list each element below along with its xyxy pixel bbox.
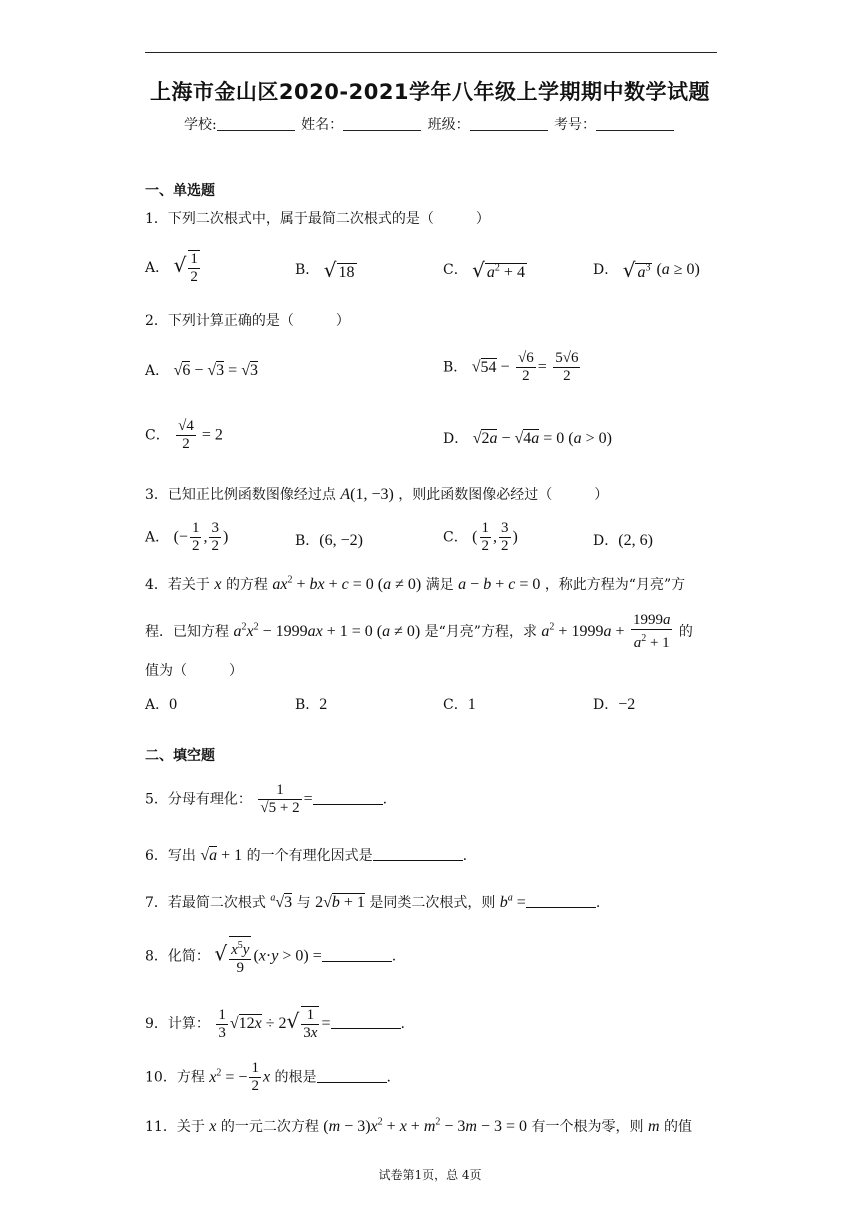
question-8: 8．化简： √ $\frac{x^5y}{9}$ (x·y > 0) = . <box>145 936 396 977</box>
header-rule <box>145 52 717 53</box>
q1-option-d[interactable]: D． √ $a^3$ (a ≥ 0) <box>593 258 700 282</box>
q4-option-b[interactable]: B．2 <box>295 696 328 713</box>
q6-answer-blank[interactable] <box>373 846 463 861</box>
q2-option-d[interactable]: D． √2a − √4a = 0 (a > 0) <box>443 430 612 447</box>
name-blank[interactable] <box>343 116 421 131</box>
q2-option-a[interactable]: A． √6 − √3 = √3 <box>145 362 258 379</box>
q2-option-b[interactable]: B． √54 − $\frac{√6}{2}$ = $\frac{5√6}{2}$ <box>443 350 579 384</box>
question-7: 7．若最简二次根式 $^a$√3 与 2√b + 1 是同类二次根式，则 $b^a$ = . <box>145 892 601 911</box>
section-fill-in: 二、填空题 <box>145 748 215 764</box>
question-2-stem: 2．下列计算正确的是（ ） <box>145 313 350 329</box>
question-3-stem: 3．已知正比例函数图像经过点 A(1, −3) ，则此函数图像必经过（ ） <box>145 486 609 503</box>
question-9: 9．计算： $\frac{1}{3}$ √12x ÷ 2√ $\frac{1}{3x}$ = . <box>145 1006 405 1041</box>
q7-answer-blank[interactable] <box>526 893 596 908</box>
name-label: 姓名： <box>301 117 344 133</box>
question-10: 10．方程 $x^2$ = − $\frac{1}{2}$ x 的根是 . <box>145 1060 391 1094</box>
q2-option-c[interactable]: C． $\frac{√4}{2}$ = 2 <box>145 418 223 452</box>
id-blank[interactable] <box>596 116 674 131</box>
question-4-line-3: 值为（ ） <box>145 663 243 679</box>
q3-option-c[interactable]: C． ( $\frac{1}{2}$ , $\frac{3}{2}$ ) <box>443 520 518 554</box>
question-4-line-1: 4．若关于 x 的方程 $ax^2$ + bx + c = 0 (a ≠ 0) 满足 a − b + c = 0 ，称此方程为“月亮”方 <box>145 574 686 593</box>
page-footer: 试卷第1页，总 4页 <box>378 1168 482 1182</box>
question-1-stem: 1．下列二次根式中，属于最简二次根式的是（ ） <box>145 211 490 227</box>
q4-option-c[interactable]: C．1 <box>443 696 476 713</box>
student-info-line <box>0 114 860 134</box>
q9-answer-blank[interactable] <box>331 1014 401 1029</box>
q4-option-a[interactable]: A．0 <box>145 696 178 713</box>
q10-answer-blank[interactable] <box>317 1068 387 1083</box>
question-4-line-2: 程．已知方程 $a^2x^2 - 1999ax + 1 = 0$ (a ≠ 0) 是“月亮”方程，求 $a^2 + 1999a$ + $\frac{1999a}{a^2 + 1}$ 的 <box>145 612 693 651</box>
section-single-choice: 一、单选题 <box>145 183 215 199</box>
id-label: 考号： <box>554 117 597 133</box>
school-label: 学校: <box>183 117 217 133</box>
q3-option-b[interactable]: B．(6, −2) <box>295 532 363 549</box>
class-blank[interactable] <box>470 116 548 131</box>
question-11: 11．关于 x 的一元二次方程 $(m - 3)x^2 + x + m^2 - 3m - 3 = 0$ 有一个根为零，则 m 的值 <box>145 1116 692 1135</box>
question-5: 5．分母有理化： $\frac{1}{√5 + 2}$ = . <box>145 782 388 816</box>
q8-answer-blank[interactable] <box>322 947 392 962</box>
q1-option-a[interactable]: A． √ $\frac{1}{2}$ <box>145 251 198 285</box>
school-blank[interactable] <box>217 116 295 131</box>
q3-option-d[interactable]: D．(2, 6) <box>593 532 653 549</box>
q3-option-a[interactable]: A． (− $\frac{1}{2}$ , $\frac{3}{2}$ ) <box>145 520 229 554</box>
q5-answer-blank[interactable] <box>313 790 383 805</box>
page-title: 上海市金山区2020-2021学年八年级上学期期中数学试题 <box>149 80 711 104</box>
q4-option-d[interactable]: D．−2 <box>593 696 636 713</box>
q1-option-c[interactable]: C． √ $a^2 + 4$ <box>443 258 525 282</box>
class-label: 班级： <box>427 117 470 133</box>
question-6: 6．写出 √a + 1 的一个有理化因式是 . <box>145 847 468 864</box>
q1-option-b[interactable]: B． √ 18 <box>295 258 355 282</box>
